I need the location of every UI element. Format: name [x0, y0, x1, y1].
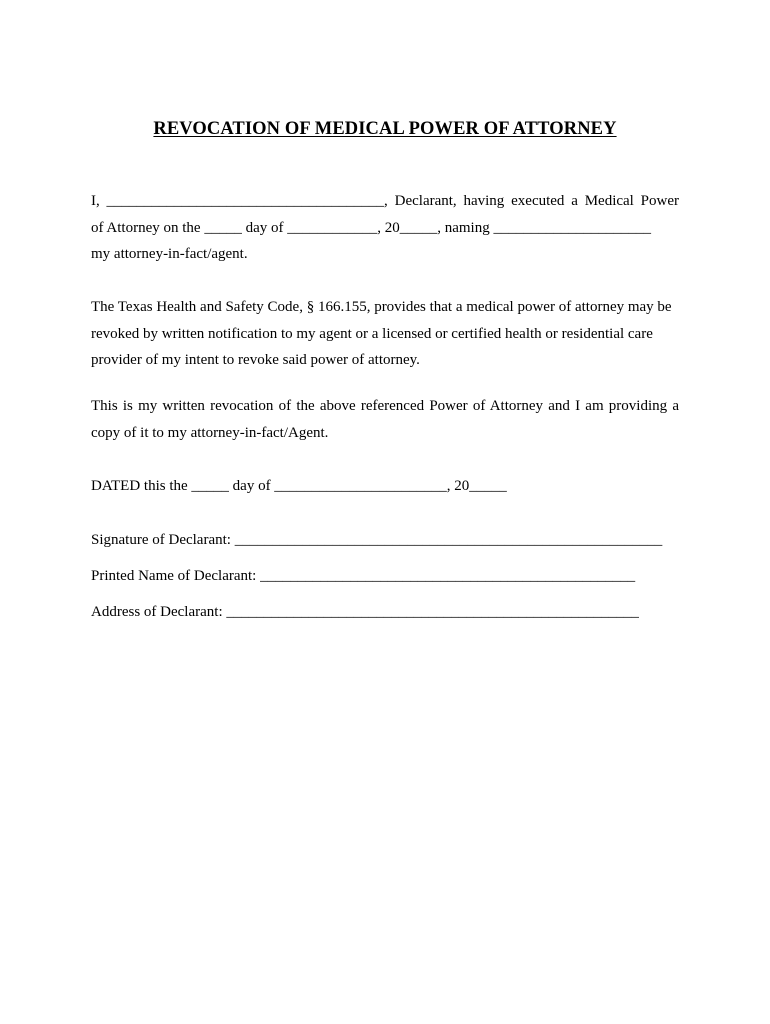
declarant-paragraph-line-3: my attorney-in-fact/agent.	[91, 246, 248, 263]
declarant-paragraph-line-1: I, _____________________________________, Declarant, having executed a Medical Power	[91, 193, 679, 209]
statute-paragraph	[91, 294, 679, 374]
dated-line: DATED this the _____ day of _______________________, 20_____	[91, 478, 507, 494]
statute-paragraph-line-3: provider of my intent to revoke said power of attorney.	[91, 352, 420, 369]
printed-name-line: Printed Name of Declarant: __________________________________________________	[91, 568, 636, 584]
address-line: Address of Declarant: _______________________________________________________	[91, 604, 639, 620]
statute-paragraph-line-2: revoked by written notification to my agent or a licensed or certified health or residential care	[91, 325, 653, 342]
revocation-paragraph-line-1: This is my written revocation of the above referenced Power of Attorney and I am providing a	[91, 398, 679, 414]
revocation-paragraph	[91, 393, 679, 446]
declarant-paragraph	[91, 188, 679, 268]
revocation-paragraph-line-2: copy of it to my attorney-in-fact/Agent.	[91, 424, 329, 441]
statute-paragraph-line-1: The Texas Health and Safety Code, § 166.155, provides that a medical power of attorney may be	[91, 299, 672, 315]
document-title: REVOCATION OF MEDICAL POWER OF ATTORNEY	[153, 119, 617, 139]
declarant-paragraph-line-2: of Attorney on the _____ day of ____________, 20_____, naming _____________________	[91, 219, 651, 236]
signature-line: Signature of Declarant: _________________________________________________________	[91, 532, 663, 548]
